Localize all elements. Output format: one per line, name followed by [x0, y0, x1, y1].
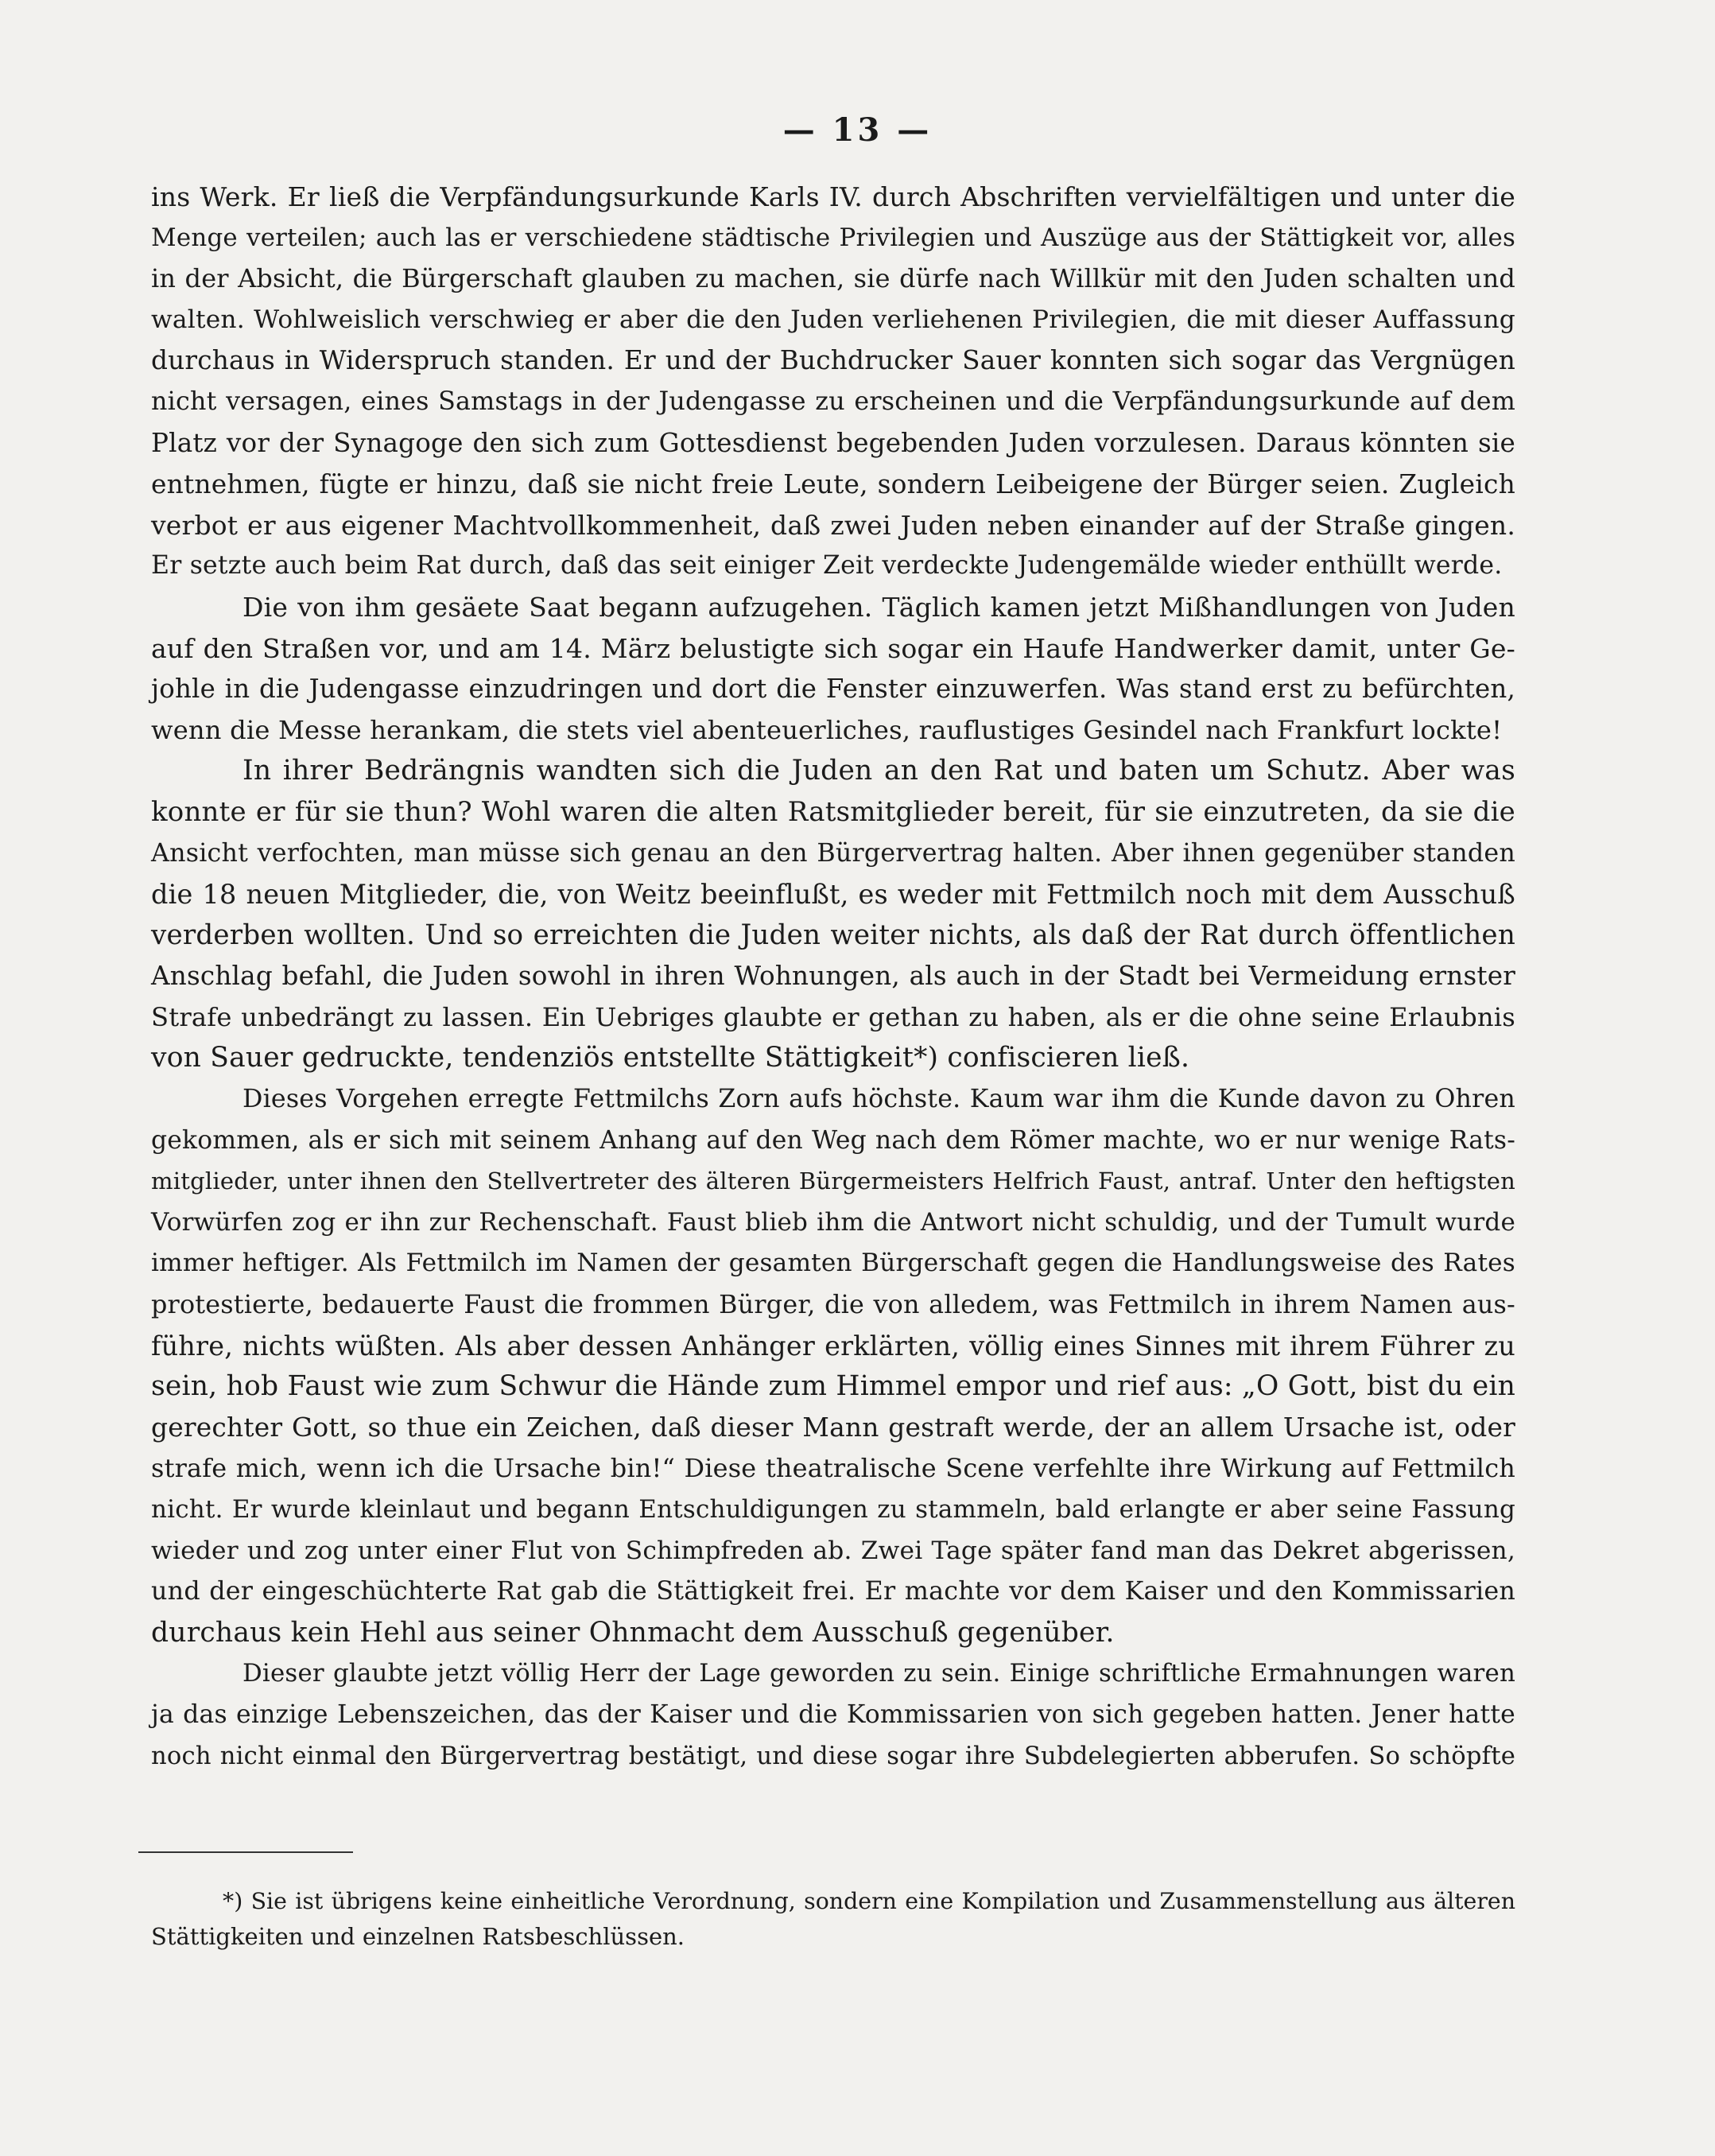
text-line: johle in die Judengasse einzudringen und dort die Fenster einzuwerfen. Was stand erst zu befürchten, — [151, 674, 1515, 705]
text-line: gerechter Gott, so thue ein Zeichen, daß dieser Mann gestraft werde, der an allem Ursache ist, oder — [151, 1412, 1515, 1443]
paragraph-2 — [151, 587, 1515, 751]
paragraph-4 — [151, 1079, 1515, 1653]
text-line: wenn die Messe herankam, die stets viel abenteuerliches, rauflustiges Gesindel nach Frankfurt lockte! — [151, 714, 1503, 745]
footnote-divider — [138, 1851, 353, 1853]
text-line: strafe mich, wenn ich die Ursache bin!“ Diese theatralische Scene verfehlte ihre Wirkung auf Fettmilch — [151, 1453, 1515, 1484]
text-line: nicht. Er wurde kleinlaut und begann Entschuldigungen zu stammeln, bald erlangte er aber seine Fassung — [151, 1495, 1515, 1524]
text-line: nicht versagen, eines Samstags in der Judengasse zu erscheinen und die Verpfändungsurkunde auf dem — [151, 387, 1515, 416]
text-line: sein, hob Faust wie zum Schwur die Hände zum Himmel empor und rief aus: „O Gott, bist du ein — [151, 1370, 1515, 1403]
text-line: Die von ihm gesäete Saat begann aufzugehen. Täglich kamen jetzt Mißhandlungen von Juden — [243, 591, 1515, 623]
text-line: In ihrer Bedrängnis wandten sich die Juden an den Rat und baten um Schutz. Aber was — [243, 755, 1515, 787]
footnote-line: *) Sie ist übrigens keine einheitliche Verordnung, sondern eine Kompilation und Zusammenstellung aus älteren — [223, 1888, 1515, 1914]
text-line: immer heftiger. Als Fettmilch im Namen der gesamten Bürgerschaft gegen die Handlungsweise des Rates — [151, 1249, 1515, 1278]
text-line: noch nicht einmal den Bürgervertrag bestätigt, und diese sogar ihre Subdelegierten abberufen. So schöpfte — [151, 1742, 1515, 1770]
text-line: die 18 neuen Mitglieder, die, von Weitz beeinflußt, es weder mit Fettmilch noch mit dem Ausschuß — [151, 879, 1515, 911]
paragraph-5 — [151, 1653, 1515, 1777]
text-line: Dieses Vorgehen erregte Fettmilchs Zorn aufs höchste. Kaum war ihm die Kunde davon zu Ohren — [243, 1085, 1515, 1114]
text-line: gekommen, als er sich mit seinem Anhang auf den Weg nach dem Römer machte, wo er nur wenige Rats- — [151, 1125, 1515, 1155]
text-line: Dieser glaubte jetzt völlig Herr der Lage geworden zu sein. Einige schriftliche Ermahnungen waren — [243, 1659, 1515, 1688]
text-line: Vorwürfen zog er ihn zur Rechenschaft. Faust blieb ihm die Antwort nicht schuldig, und der Tumult wurde — [151, 1207, 1515, 1237]
text-line: wieder und zog unter einer Flut von Schimpfreden ab. Zwei Tage später fand man das Dekret abgerissen, — [151, 1536, 1515, 1565]
footnote — [151, 1883, 1515, 1955]
text-line: führe, nichts wüßten. Als aber dessen Anhänger erklärten, völlig eines Sinnes mit ihrem Führer zu — [151, 1330, 1515, 1362]
text-line: verbot er aus eigener Machtvollkommenheit, daß zwei Juden neben einander auf der Straße gingen. — [151, 509, 1515, 541]
body-text — [151, 177, 1515, 1777]
text-line: entnehmen, fügte er hinzu, daß sie nicht freie Leute, sondern Leibeigene der Bürger seien. Zugleich — [151, 468, 1515, 500]
text-line: konnte er für sie thun? Wohl waren die alten Ratsmitglieder bereit, für sie einzutreten, da sie die — [151, 795, 1515, 828]
text-line: Platz vor der Synagoge den sich zum Gottesdienst begebenden Juden vorzulesen. Daraus könnten sie — [151, 427, 1515, 458]
text-line: Menge verteilen; auch las er verschiedene städtische Privilegien und Auszüge aus der Stättigkeit vor, alles — [151, 223, 1515, 252]
text-line: Anschlag befahl, die Juden sowohl in ihren Wohnungen, als auch in der Stadt bei Vermeidung ernster — [151, 961, 1515, 992]
footnote-line: Stättigkeiten und einzelnen Ratsbeschlüssen. — [151, 1923, 685, 1950]
text-line: auf den Straßen vor, und am 14. März belustigte sich sogar ein Haufe Handwerker damit, unter Ge- — [151, 632, 1515, 664]
text-line: durchaus in Widerspruch standen. Er und der Buchdrucker Sauer konnten sich sogar das Vergnügen — [151, 345, 1515, 376]
paragraph-1 — [151, 177, 1515, 587]
text-line: ins Werk. Er ließ die Verpfändungsurkunde Karls IV. durch Abschriften vervielfältigen und unter die — [151, 181, 1515, 212]
text-line: mitglieder, unter ihnen den Stellvertreter des älteren Bürgermeisters Helfrich Faust, antraf. Unter den heftigsten — [151, 1167, 1515, 1195]
text-line: ja das einzige Lebenszeichen, das der Kaiser und die Kommissarien von sich gegeben hatten. Jener hatte — [151, 1700, 1515, 1729]
text-line: walten. Wohlweislich verschwieg er aber die den Juden verliehenen Privilegien, die mit dieser Auffassung — [151, 305, 1515, 334]
text-line: Er setzte auch beim Rat durch, daß das seit einiger Zeit verdeckte Judengemälde wieder enthüllt werde. — [151, 551, 1503, 581]
paragraph-3 — [151, 751, 1515, 1079]
text-line: in der Absicht, die Bürgerschaft glauben zu machen, sie dürfe nach Willkür mit den Juden schalten und — [151, 263, 1515, 294]
text-line: protestierte, bedauerte Faust die frommen Bürger, die von alledem, was Fettmilch in ihrem Namen aus- — [151, 1289, 1515, 1320]
text-line: und der eingeschüchterte Rat gab die Stättigkeit frei. Er machte vor dem Kaiser und den Kommissarien — [151, 1577, 1515, 1606]
text-line: verderben wollten. Und so erreichten die Juden weiter nichts, als daß der Rat durch öffentlichen — [151, 919, 1515, 951]
text-line: durchaus kein Hehl aus seiner Ohnmacht dem Ausschuß gegenüber. — [151, 1616, 1115, 1649]
page-number: — 13 — — [782, 111, 933, 149]
text-line: von Sauer gedruckte, tendenziös entstellte Stättigkeit*) confiscieren ließ. — [151, 1042, 1190, 1074]
text-line: Strafe unbedrängt zu lassen. Ein Uebriges glaubte er gethan zu haben, als er die ohne seine Erlaubnis — [151, 1001, 1515, 1032]
text-line: Ansicht verfochten, man müsse sich genau an den Bürgervertrag halten. Aber ihnen gegenüber standen — [151, 838, 1515, 868]
